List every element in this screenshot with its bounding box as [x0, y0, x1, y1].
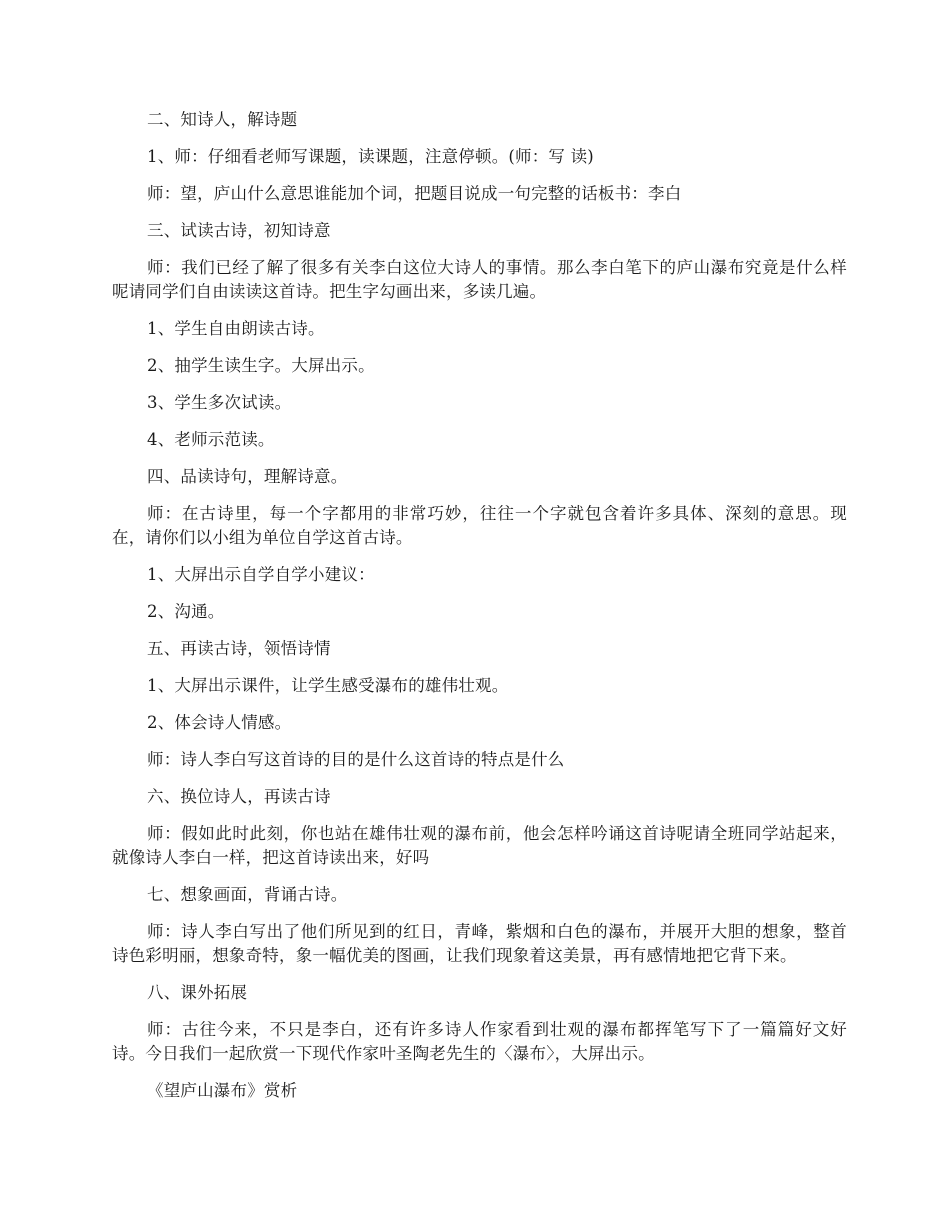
section-heading: 六、换位诗人，再读古诗	[147, 787, 331, 806]
list-item: 1、学生自由朗读古诗。	[147, 319, 325, 338]
paragraph: 1、师：仔细看老师写课题，读课题，注意停顿。(师：写 读)	[147, 147, 594, 166]
paragraph: 师：在古诗里，每一个字都用的非常巧妙，往往一个字就包含着许多具体、深刻的意思。现在，请你们以小组为单位自学这首古诗。	[112, 504, 847, 547]
list-item: 2、体会诗人情感。	[147, 713, 292, 732]
section-heading: 七、想象画面，背诵古诗。	[147, 885, 348, 904]
paragraph: 师：我们已经了解了很多有关李白这位大诗人的事情。那么李白笔下的庐山瀑布究竟是什么样呢请同学们自由读读这首诗。把生字勾画出来，多读几遍。	[112, 258, 847, 301]
paragraph: 师：诗人李白写这首诗的目的是什么这首诗的特点是什么	[147, 750, 565, 769]
paragraph: 师：古往今来，不只是李白，还有许多诗人作家看到壮观的瀑布都挥笔写下了一篇篇好文好诗。今日我们一起欣赏一下现代作家叶圣陶老先生的〈瀑布〉，大屏出示。	[112, 1020, 847, 1063]
section-heading: 《望庐山瀑布》赏析	[147, 1081, 298, 1100]
section-heading: 四、品读诗句，理解诗意。	[147, 467, 348, 486]
section-heading: 八、课外拓展	[147, 983, 248, 1002]
list-item: 1、大屏出示自学自学小建议：	[147, 565, 375, 584]
section-heading: 五、再读古诗，领悟诗情	[147, 639, 331, 658]
list-item: 2、沟通。	[147, 602, 225, 621]
paragraph: 师：诗人李白写出了他们所见到的红日，青峰，紫烟和白色的瀑布，并展开大胆的想象，整首诗色彩明丽，想象奇特，象一幅优美的图画，让我们现象着这美景，再有感情地把它背下来。	[112, 922, 847, 965]
list-item: 1、大屏出示课件，让学生感受瀑布的雄伟壮观。	[147, 676, 509, 695]
section-heading: 二、知诗人，解诗题	[147, 110, 298, 129]
paragraph: 师：望，庐山什么意思谁能加个词，把题目说成一句完整的话板书：李白	[147, 184, 682, 203]
paragraph: 师：假如此时此刻，你也站在雄伟壮观的瀑布前，他会怎样吟诵这首诗呢请全班同学站起来，就像诗人李白一样，把这首诗读出来，好吗	[112, 824, 847, 867]
list-item: 3、学生多次试读。	[147, 393, 292, 412]
list-item: 4、老师示范读。	[147, 430, 275, 449]
document-body	[112, 108, 847, 1116]
section-heading: 三、试读古诗，初知诗意	[147, 221, 331, 240]
list-item: 2、抽学生读生字。大屏出示。	[147, 356, 375, 375]
